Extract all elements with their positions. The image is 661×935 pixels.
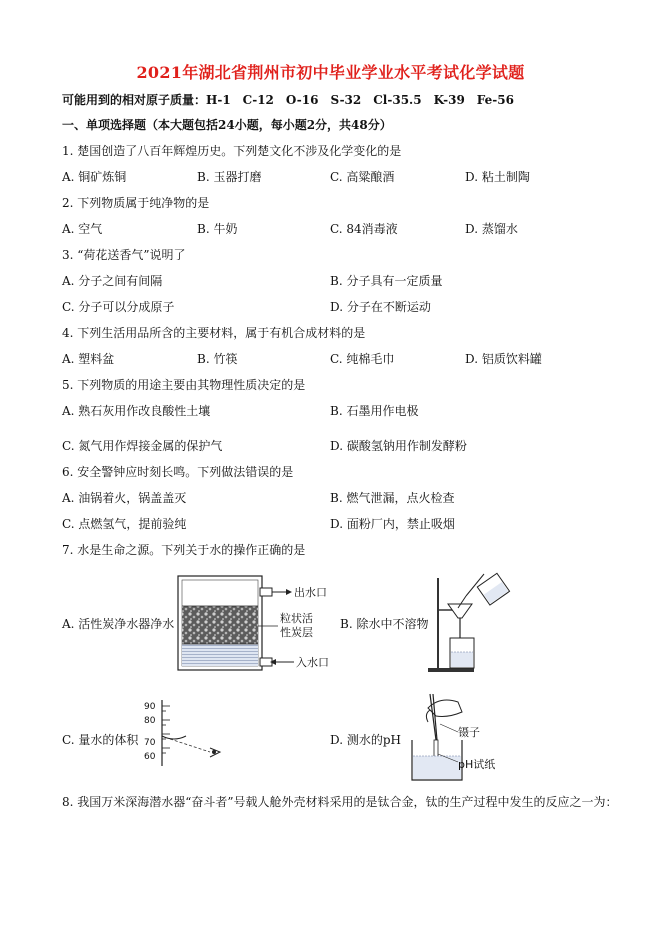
question-4-option-a[interactable]: A. 塑料盆	[62, 352, 115, 366]
cylinder-reading-diagram	[140, 696, 236, 768]
tweezers-label: 镊子	[458, 726, 480, 739]
carbon-layer-label-line1: 粒状活	[280, 612, 313, 625]
question-2-option-d[interactable]: D. 蒸馏水	[465, 222, 518, 236]
question-5-option-a[interactable]: A. 熟石灰用作改良酸性土壤	[62, 404, 211, 418]
question-4-stem: 4. 下列生活用品所含的主要材料，属于有机合成材料的是	[62, 326, 366, 340]
question-1-stem: 1. 楚国创造了八百年辉煌历史。下列楚文化不涉及化学变化的是	[62, 144, 402, 158]
question-6-option-d[interactable]: D. 面粉厂内，禁止吸烟	[330, 517, 455, 531]
question-5-option-d[interactable]: D. 碳酸氢钠用作制发酵粉	[330, 439, 467, 453]
ph-test-diagram	[400, 688, 530, 784]
question-6-option-a[interactable]: A. 油锅着火，锅盖盖灭	[62, 491, 187, 505]
question-2-stem: 2. 下列物质属于纯净物的是	[62, 196, 210, 210]
question-1-option-d[interactable]: D. 粘土制陶	[465, 170, 530, 184]
question-3-option-c[interactable]: C. 分子可以分成原子	[62, 300, 175, 314]
carbon-layer	[182, 606, 258, 644]
question-3-option-b[interactable]: B. 分子具有一定质量	[330, 274, 443, 288]
question-7-option-a[interactable]: A. 活性炭净水器净水	[62, 617, 175, 631]
eye-icon	[210, 748, 220, 757]
question-5-option-b[interactable]: B. 石墨用作电极	[330, 404, 419, 418]
carbon-filter-diagram	[172, 572, 362, 676]
question-1-option-b[interactable]: B. 玉器打磨	[197, 170, 262, 184]
question-7-option-d[interactable]: D. 测水的pH	[330, 733, 401, 747]
question-4-option-b[interactable]: B. 竹筷	[197, 352, 238, 366]
question-1-option-c[interactable]: C. 高粱酿酒	[330, 170, 395, 184]
question-4-option-d[interactable]: D. 铝质饮料罐	[465, 352, 542, 366]
question-6-option-c[interactable]: C. 点燃氢气，提前验纯	[62, 517, 187, 531]
inlet-label: 入水口	[296, 656, 329, 669]
question-7-stem: 7. 水是生命之源。下列关于水的操作正确的是	[62, 543, 306, 557]
tick-label-90: 90	[144, 702, 156, 712]
question-6-stem: 6. 安全警钟应时刻长鸣。下列做法错误的是	[62, 465, 294, 479]
tick-label-60: 60	[144, 752, 156, 762]
question-5-stem: 5. 下列物质的用途主要由其物理性质决定的是	[62, 378, 306, 392]
carbon-layer-label-line2: 性炭层	[280, 626, 313, 639]
question-4-option-c[interactable]: C. 纯棉毛巾	[330, 352, 395, 366]
question-3-stem: 3. “荷花送香气”说明了	[62, 248, 186, 262]
water-layer	[182, 644, 258, 666]
question-3-option-d[interactable]: D. 分子在不断运动	[330, 300, 431, 314]
question-3-option-a[interactable]: A. 分子之间有间隔	[62, 274, 163, 288]
question-5-option-c[interactable]: C. 氮气用作焊接金属的保护气	[62, 439, 223, 453]
page-title: 2021年湖北省荆州市初中毕业学业水平考试化学试题	[136, 63, 525, 82]
tick-label-70: 70	[144, 738, 156, 748]
tick-label-80: 80	[144, 716, 156, 726]
atomic-masses: 可能用到的相对原子质量：H-1 C-12 O-16 S-32 Cl-35.5 K-39 Fe-56	[62, 93, 514, 107]
ph-paper-label: pH试纸	[458, 758, 496, 771]
question-7-option-c[interactable]: C. 量水的体积	[62, 733, 139, 747]
question-6-option-b[interactable]: B. 燃气泄漏，点火检查	[330, 491, 455, 505]
question-7-option-b[interactable]: B. 除水中不溶物	[340, 617, 429, 631]
question-2-option-c[interactable]: C. 84消毒液	[330, 222, 398, 236]
filtration-diagram	[424, 572, 520, 676]
question-2-option-b[interactable]: B. 牛奶	[197, 222, 238, 236]
section-heading: 一、单项选择题（本大题包括24小题，每小题2分，共48分）	[62, 118, 392, 132]
question-2-option-a[interactable]: A. 空气	[62, 222, 103, 236]
question-1-option-a[interactable]: A. 铜矿炼铜	[62, 170, 127, 184]
question-8-stem: 8. 我国万米深海潜水器“奋斗者”号载人舱外壳材料采用的是钛合金，钛的生产过程中发生的反应之一为：	[62, 795, 618, 809]
outlet-label: 出水口	[294, 586, 327, 599]
